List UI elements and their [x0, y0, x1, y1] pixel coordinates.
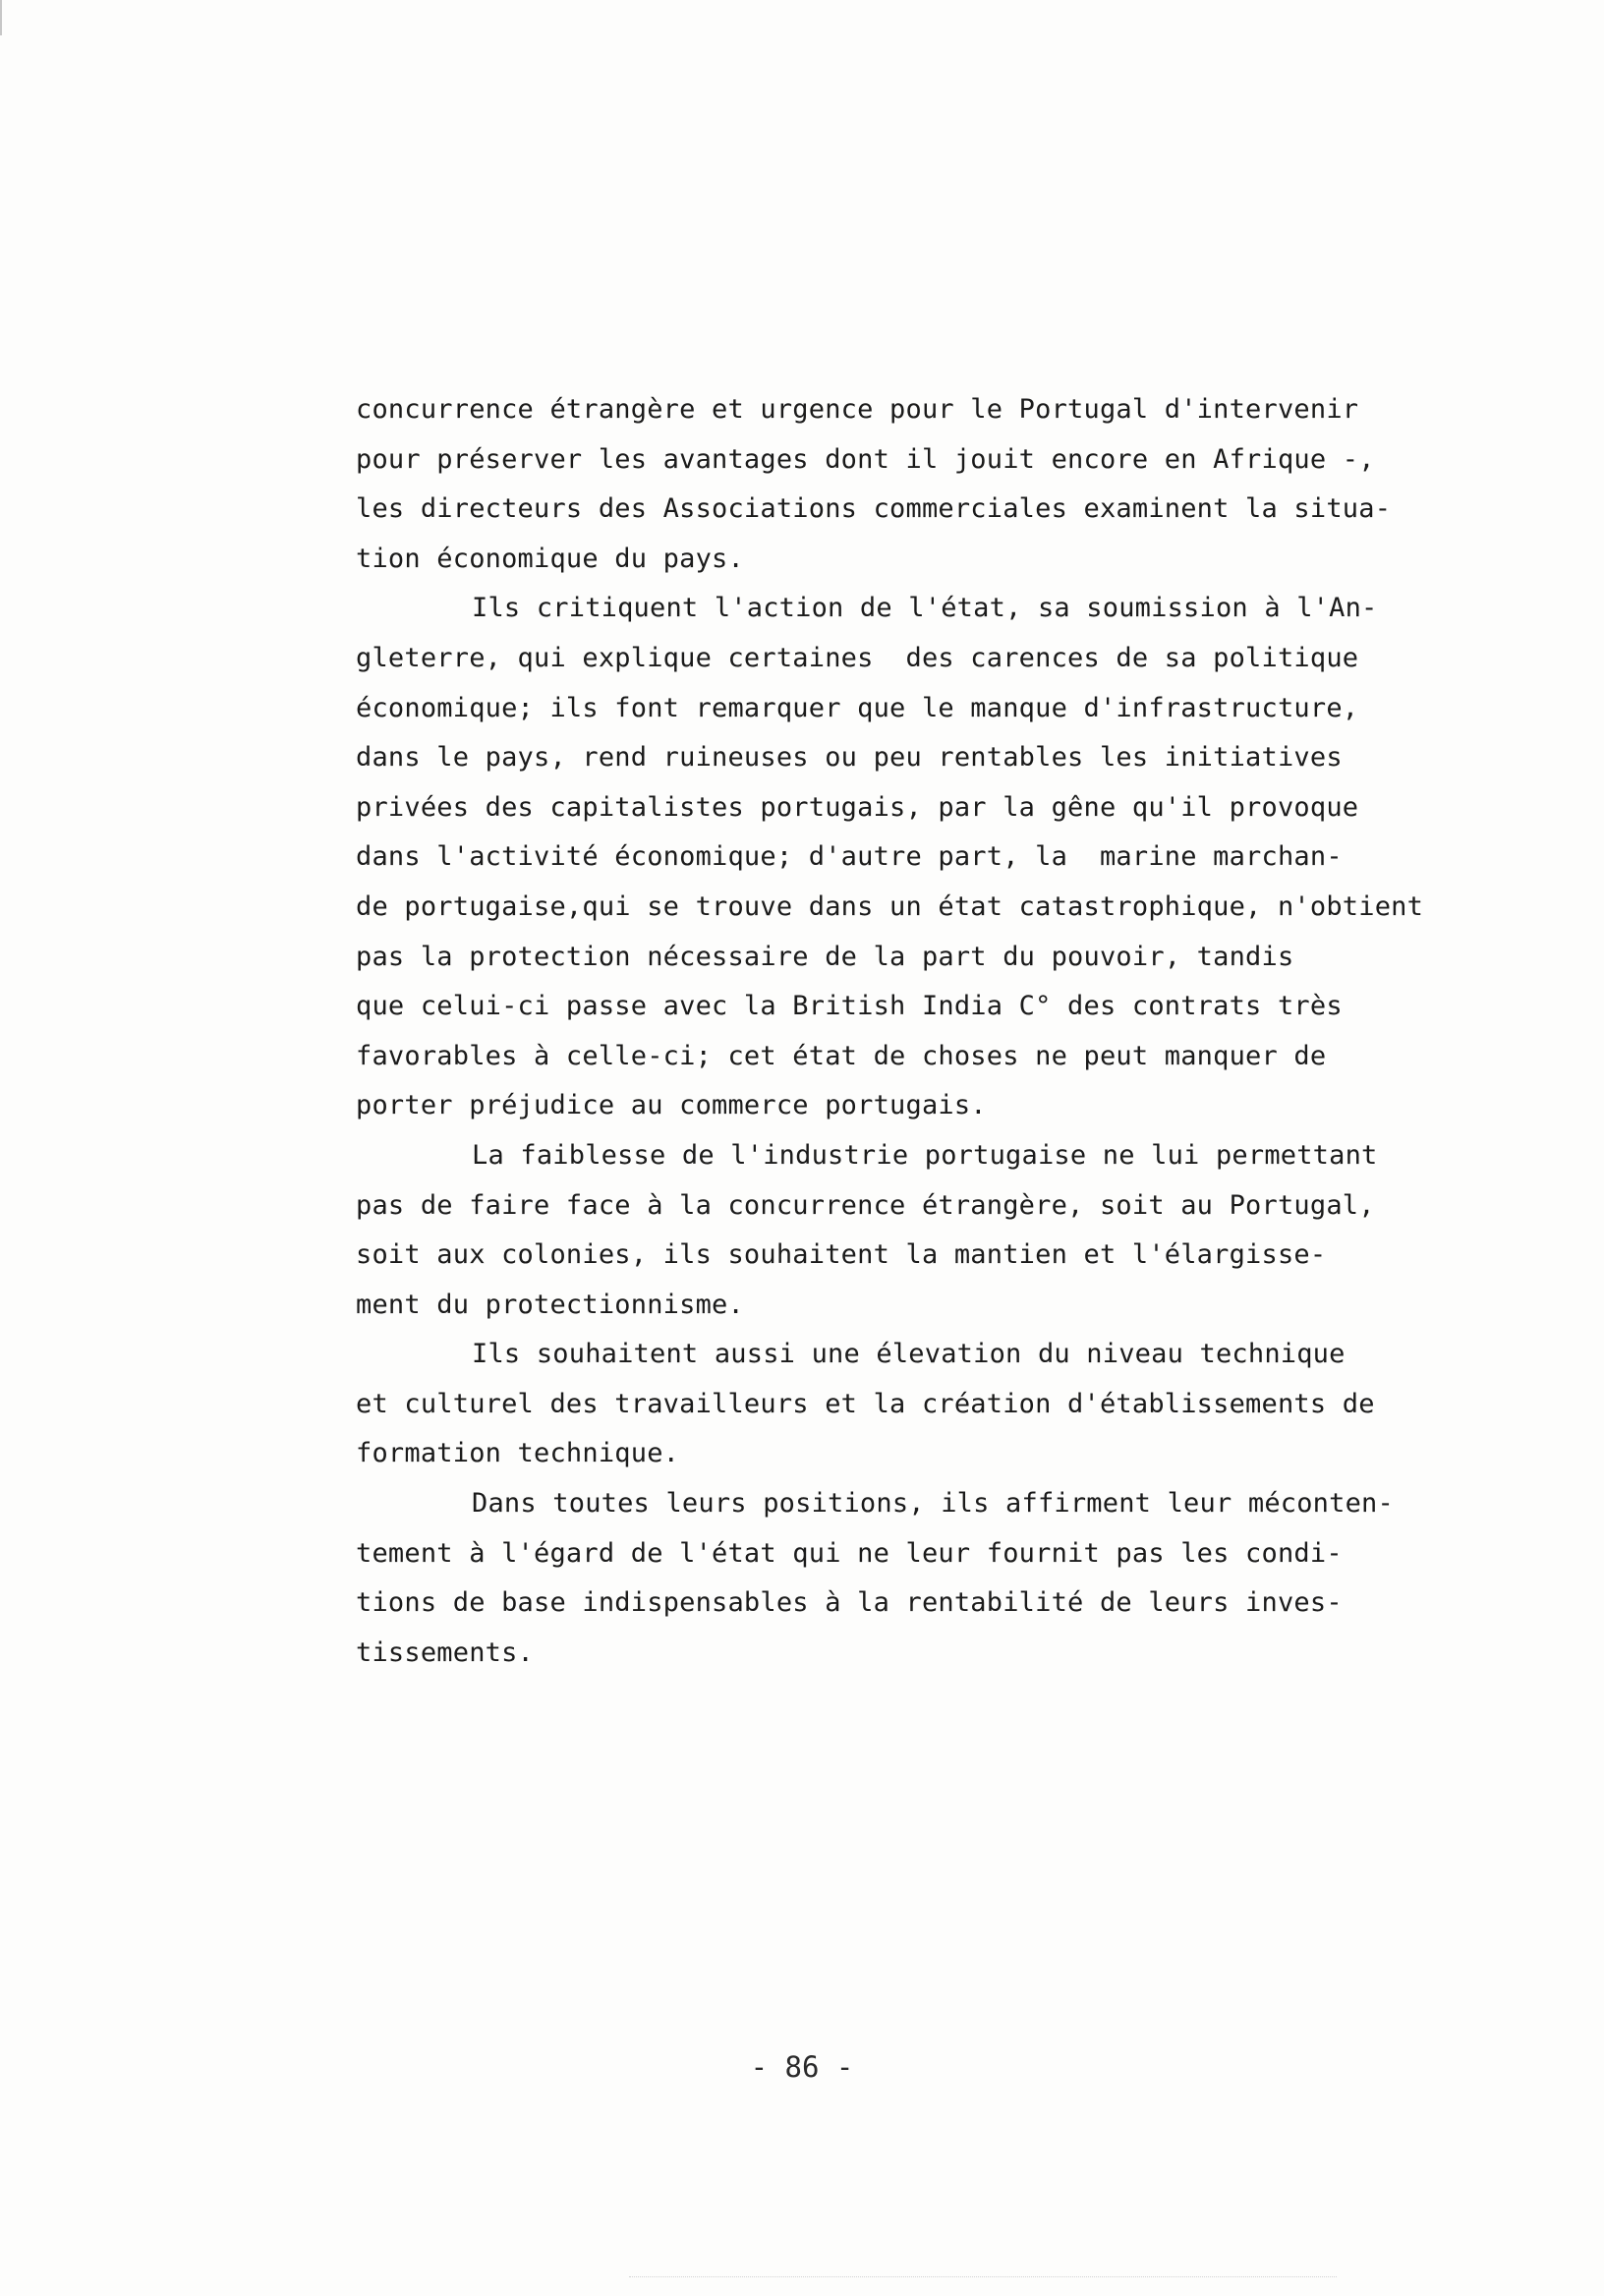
text-line-13: que celui-ci passe avec la British India C° des contrats très [356, 991, 1343, 1022]
text-line-16: La faiblesse de l'industrie portugaise ne lui permettant [472, 1139, 1378, 1171]
text-line-24: tement à l'égard de l'état qui ne leur fournit pas les condi- [356, 1537, 1343, 1569]
text-line-6: gleterre, qui explique certaines des carences de sa politique [356, 642, 1359, 673]
text-line-15: porter préjudice au commerce portugais. [356, 1090, 987, 1121]
text-line-4: tion économique du pays. [356, 543, 744, 574]
text-line-22: formation technique. [356, 1438, 680, 1469]
text-line-17: pas de faire face à la concurrence étrangère, soit au Portugal, [356, 1189, 1375, 1221]
text-line-5: Ils critiquent l'action de l'état, sa soumission à l'An- [472, 593, 1378, 624]
text-line-23: Dans toutes leurs positions, ils affirment leur méconten- [472, 1488, 1394, 1520]
text-line-19: ment du protectionnisme. [356, 1289, 744, 1320]
text-line-10: dans l'activité économique; d'autre part, la marine marchan- [356, 841, 1343, 873]
body-text [356, 385, 1525, 1678]
text-line-3: les directeurs des Associations commerciales examinent la situa- [356, 493, 1392, 525]
page-number: - 86 - [750, 2050, 854, 2084]
text-line-20: Ils souhaitent aussi une élevation du niveau technique [472, 1339, 1346, 1370]
text-line-18: soit aux colonies, ils souhaitent la mantien et l'élargisse- [356, 1239, 1327, 1271]
text-line-25: tions de base indispensables à la rentabilité de leurs inves- [356, 1587, 1343, 1619]
text-line-26: tissements. [356, 1636, 535, 1668]
text-line-12: pas la protection nécessaire de la part du pouvoir, tandis [356, 941, 1294, 972]
text-line-11: de portugaise,qui se trouve dans un état catastrophique, n'obtient [356, 890, 1424, 922]
text-line-1: concurrence étrangère et urgence pour le Portugal d'intervenir [356, 394, 1359, 425]
text-line-7: économique; ils font remarquer que le manque d'infrastructure, [356, 692, 1359, 723]
text-line-21: et culturel des travailleurs et la création d'établissements de [356, 1388, 1375, 1419]
text-line-2: pour préserver les avantages dont il jouit encore en Afrique -, [356, 443, 1375, 475]
scan-edge-mark [0, 0, 16, 35]
text-line-8: dans le pays, rend ruineuses ou peu rentables les initiatives [356, 742, 1343, 774]
text-line-9: privées des capitalistes portugais, par la gêne qu'il provoque [356, 791, 1359, 823]
text-line-14: favorables à celle-ci; cet état de choses ne peut manquer de [356, 1040, 1327, 1071]
scan-bottom-mark [629, 2276, 1337, 2279]
